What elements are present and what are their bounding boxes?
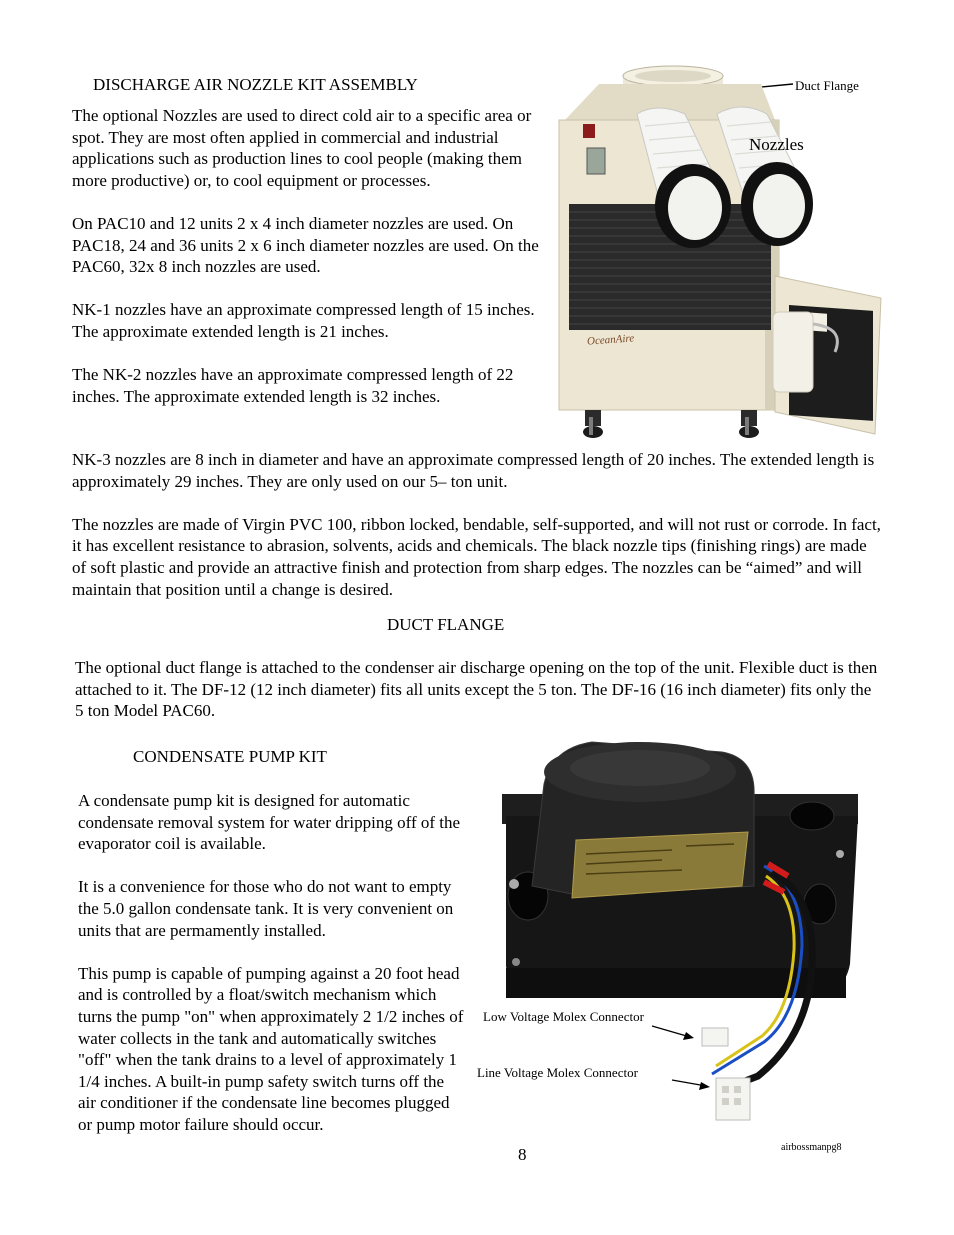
air-conditioner-illustration — [545, 62, 885, 442]
paragraph: NK-1 nozzles have an approximate compressed length of 15 inches. The approximate extended length is 21 inches. — [72, 300, 535, 341]
nozzle-details-text — [72, 449, 884, 600]
paragraph: NK-3 nozzles are 8 inch in diameter and have an approximate compressed length of 20 inches. The extended length is approximately 29 inches. They are only used on our 5– ton unit. — [72, 450, 875, 491]
paragraph: A condensate pump kit is designed for automatic condensate removal system for water dripping off of the evaporator coil is available. — [78, 791, 461, 854]
label-nozzles: Nozzles — [749, 135, 804, 154]
paragraph: It is a convenience for those who do not want to empty the 5.0 gallon condensate tank. It is very convenient on units that are permamently installed. — [78, 877, 454, 940]
paragraph: On PAC10 and 12 units 2 x 4 inch diameter nozzles are used. On PAC18, 24 and 36 units 2 x 6 inch diameter nozzles are used. On the PAC60, 32x 8 inch nozzles are used. — [72, 213, 539, 277]
figure-air-conditioner — [545, 62, 885, 442]
section-heading-duct-flange: DUCT FLANGE — [387, 615, 505, 634]
paragraph: The optional duct flange is attached to the condenser air discharge opening on the top of the unit. Flexible duct is then attached to it. The DF-12 (12 inch diameter) fits all units except the 5 ton. The DF-16 (16 inch diameter) fits only the 5 ton Model PAC60. — [75, 658, 878, 721]
label-low-voltage-connector: Low Voltage Molex Connector — [483, 1009, 644, 1024]
paragraph: The nozzles are made of Virgin PVC 100, ribbon locked, bendable, self-supported, and will not rust or corrode. In fact, it has excellent resistance to abrasion, solvents, acids and chemicals. The black nozzle tips (finishing rings) are made of soft plastic and provide an attractive finish and protection from sharp edges. The nozzles can be “aimed” and will maintain that position until a change is desired. — [72, 514, 881, 599]
section-heading-condensate-pump: CONDENSATE PUMP KIT — [133, 747, 327, 766]
duct-flange-text — [75, 657, 883, 722]
oceanaire-logo: OceanAire — [586, 332, 635, 348]
paragraph: This pump is capable of pumping against a 20 foot head and is controlled by a float/switch mechanism which turns the pump "on" when approximately 2 1/2 inches of water collects in the tank and automatically switches "off" when the tank drains to a level of approximately 1 1/4 inches. A built-in pump safety switch turns off the air conditioner if the condensate line becomes plugged or pump motor failure should occur. — [78, 963, 464, 1134]
figure-condensate-pump — [472, 736, 872, 1136]
condensate-pump-text — [78, 790, 464, 1136]
page-number: 8 — [518, 1145, 527, 1164]
document-id: airbossmanpg8 — [781, 1142, 842, 1153]
paragraph: The NK-2 nozzles have an approximate compressed length of 22 inches. The approximate extended length is 32 inches. — [72, 365, 514, 406]
paragraph: The optional Nozzles are used to direct cold air to a specific area or spot. They are most often applied in commercial and industrial applications such as production lines to cool people (making them more productive) or, to cool equipment or processes. — [72, 106, 532, 190]
section-heading-nozzle-kit: DISCHARGE AIR NOZZLE KIT ASSEMBLY — [93, 75, 418, 94]
label-duct-flange: Duct Flange — [795, 78, 859, 93]
nozzle-intro-text — [72, 105, 540, 407]
label-line-voltage-connector: Line Voltage Molex Connector — [477, 1065, 638, 1080]
